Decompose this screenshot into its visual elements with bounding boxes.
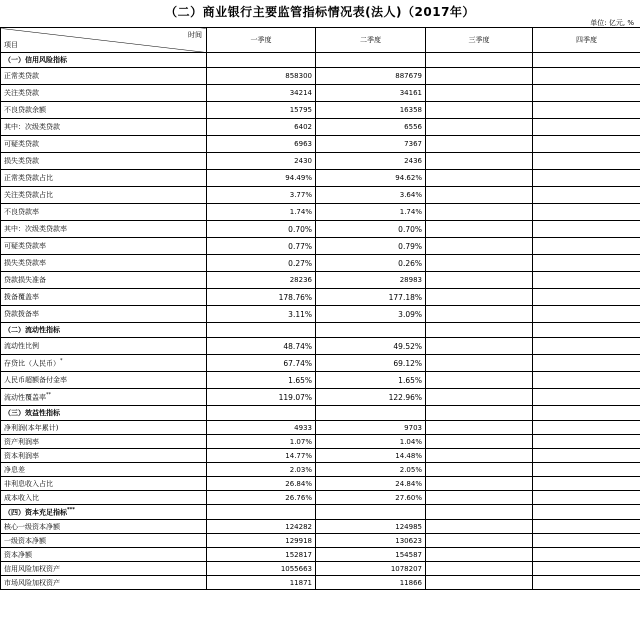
table-row	[1, 389, 640, 406]
table-row	[1, 372, 640, 389]
q1-value: 858300	[207, 68, 316, 85]
q1-value: 28236	[207, 272, 316, 289]
row-label: 正常类贷款	[1, 68, 207, 85]
section-title: （四）资本充足指标***	[1, 505, 207, 520]
header-time-label: 时间	[188, 31, 202, 39]
table-row	[1, 534, 640, 548]
q1-value: 178.76%	[207, 289, 316, 306]
q1-value: 119.07%	[207, 389, 316, 406]
row-label: 存贷比（人民币）*	[1, 355, 207, 372]
q1-value: 0.27%	[207, 255, 316, 272]
table-row	[1, 289, 640, 306]
q2-value: 1078207	[316, 562, 426, 576]
table-row	[1, 306, 640, 323]
row-label: 可疑类贷款率	[1, 238, 207, 255]
q2-value: 177.18%	[316, 289, 426, 306]
row-label: 资本净额	[1, 548, 207, 562]
table-row	[1, 491, 640, 505]
row-label: 资产利润率	[1, 435, 207, 449]
header-corner-cell	[1, 28, 207, 53]
q1-value: 2430	[207, 153, 316, 170]
table-row	[1, 435, 640, 449]
unit-note: 单位: 亿元, %	[590, 19, 634, 27]
header-row	[1, 28, 640, 53]
q2-value: 0.79%	[316, 238, 426, 255]
q2-value: 11866	[316, 576, 426, 590]
q2-value: 122.96%	[316, 389, 426, 406]
row-label: 净息差	[1, 463, 207, 477]
q1-value: 4933	[207, 421, 316, 435]
q2-value: 28983	[316, 272, 426, 289]
table-row	[1, 102, 640, 119]
q2-value: 34161	[316, 85, 426, 102]
row-label: 流动性覆盖率**	[1, 389, 207, 406]
row-label: 市场风险加权资产	[1, 576, 207, 590]
q2-value: 3.64%	[316, 187, 426, 204]
table-row	[1, 562, 640, 576]
row-label: 成本收入比	[1, 491, 207, 505]
q1-value: 1.74%	[207, 204, 316, 221]
q2-value: 6556	[316, 119, 426, 136]
table-row	[1, 520, 640, 534]
q2-value: 94.62%	[316, 170, 426, 187]
q2-value: 887679	[316, 68, 426, 85]
q1-value: 3.11%	[207, 306, 316, 323]
q1-value: 1055663	[207, 562, 316, 576]
q1-value: 34214	[207, 85, 316, 102]
header-q4: 四季度	[533, 28, 640, 53]
table-row	[1, 204, 640, 221]
table-row	[1, 187, 640, 204]
q1-value: 11871	[207, 576, 316, 590]
table-row	[1, 477, 640, 491]
q1-value: 48.74%	[207, 338, 316, 355]
header-q2: 二季度	[316, 28, 426, 53]
row-label: 信用风险加权资产	[1, 562, 207, 576]
table-row	[1, 238, 640, 255]
row-label: 关注类贷款占比	[1, 187, 207, 204]
q2-value: 9703	[316, 421, 426, 435]
row-label: 人民币超额备付金率	[1, 372, 207, 389]
row-label: 损失类贷款率	[1, 255, 207, 272]
q2-value: 124985	[316, 520, 426, 534]
q1-value: 1.65%	[207, 372, 316, 389]
table-row	[1, 85, 640, 102]
header-item-label: 项目	[4, 41, 18, 49]
table-row	[1, 421, 640, 435]
q1-value: 0.77%	[207, 238, 316, 255]
q1-value: 129918	[207, 534, 316, 548]
q1-value: 26.84%	[207, 477, 316, 491]
q2-value: 2.05%	[316, 463, 426, 477]
header-q1: 一季度	[207, 28, 316, 53]
q2-value: 2436	[316, 153, 426, 170]
q1-value: 3.77%	[207, 187, 316, 204]
q2-value: 154587	[316, 548, 426, 562]
indicator-table	[0, 27, 640, 590]
q1-value: 2.03%	[207, 463, 316, 477]
table-row	[1, 576, 640, 590]
table-row	[1, 153, 640, 170]
q2-value: 1.04%	[316, 435, 426, 449]
q1-value: 14.77%	[207, 449, 316, 463]
row-label: 非利息收入占比	[1, 477, 207, 491]
row-label: 一级资本净额	[1, 534, 207, 548]
q1-value: 6402	[207, 119, 316, 136]
table-row	[1, 68, 640, 85]
q2-value: 24.84%	[316, 477, 426, 491]
q1-value: 26.76%	[207, 491, 316, 505]
section-header-credit-risk	[1, 53, 640, 68]
table-row	[1, 355, 640, 372]
row-label: 贷款拨备率	[1, 306, 207, 323]
row-label: 资本利润率	[1, 449, 207, 463]
row-label: 其中：次级类贷款率	[1, 221, 207, 238]
row-label: 拨备覆盖率	[1, 289, 207, 306]
section-header-capital-adequacy	[1, 505, 640, 520]
row-label: 流动性比例	[1, 338, 207, 355]
table-row	[1, 221, 640, 238]
q1-value: 152817	[207, 548, 316, 562]
table-row	[1, 548, 640, 562]
q1-value: 94.49%	[207, 170, 316, 187]
q2-value: 7367	[316, 136, 426, 153]
q1-value: 67.74%	[207, 355, 316, 372]
section-header-liquidity	[1, 323, 640, 338]
section-header-profitability	[1, 406, 640, 421]
row-label: 其中：次级类贷款	[1, 119, 207, 136]
row-label: 不良贷款率	[1, 204, 207, 221]
q2-value: 16358	[316, 102, 426, 119]
q2-value: 0.70%	[316, 221, 426, 238]
q2-value: 1.74%	[316, 204, 426, 221]
table-row	[1, 136, 640, 153]
table-row	[1, 338, 640, 355]
footnote-marker: **	[46, 391, 51, 398]
page-title: （二）商业银行主要监管指标情况表(法人)（2017年）	[165, 5, 475, 19]
section-title: （一）信用风险指标	[1, 53, 207, 68]
q2-value: 14.48%	[316, 449, 426, 463]
row-label: 损失类贷款	[1, 153, 207, 170]
q1-value: 1.07%	[207, 435, 316, 449]
section-title: （二）流动性指标	[1, 323, 207, 338]
row-label: 不良贷款余额	[1, 102, 207, 119]
q1-value: 6963	[207, 136, 316, 153]
row-label: 贷款损失准备	[1, 272, 207, 289]
section-title: （三）效益性指标	[1, 406, 207, 421]
table-row	[1, 119, 640, 136]
q1-value: 124282	[207, 520, 316, 534]
row-label: 净利润(本年累计)	[1, 421, 207, 435]
table-row	[1, 463, 640, 477]
q2-value: 0.26%	[316, 255, 426, 272]
q1-value: 15795	[207, 102, 316, 119]
table-row	[1, 272, 640, 289]
row-label: 核心一级资本净额	[1, 520, 207, 534]
row-label: 关注类贷款	[1, 85, 207, 102]
q2-value: 3.09%	[316, 306, 426, 323]
row-label: 可疑类贷款	[1, 136, 207, 153]
header-q3: 三季度	[426, 28, 533, 53]
q2-value: 1.65%	[316, 372, 426, 389]
q2-value: 69.12%	[316, 355, 426, 372]
table-row	[1, 170, 640, 187]
q2-value: 49.52%	[316, 338, 426, 355]
q2-value: 27.60%	[316, 491, 426, 505]
q2-value: 130623	[316, 534, 426, 548]
table-row	[1, 255, 640, 272]
footnote-marker: ***	[67, 506, 75, 513]
footnote-marker: *	[60, 357, 63, 364]
table-row	[1, 449, 640, 463]
q1-value: 0.70%	[207, 221, 316, 238]
row-label: 正常类贷款占比	[1, 170, 207, 187]
